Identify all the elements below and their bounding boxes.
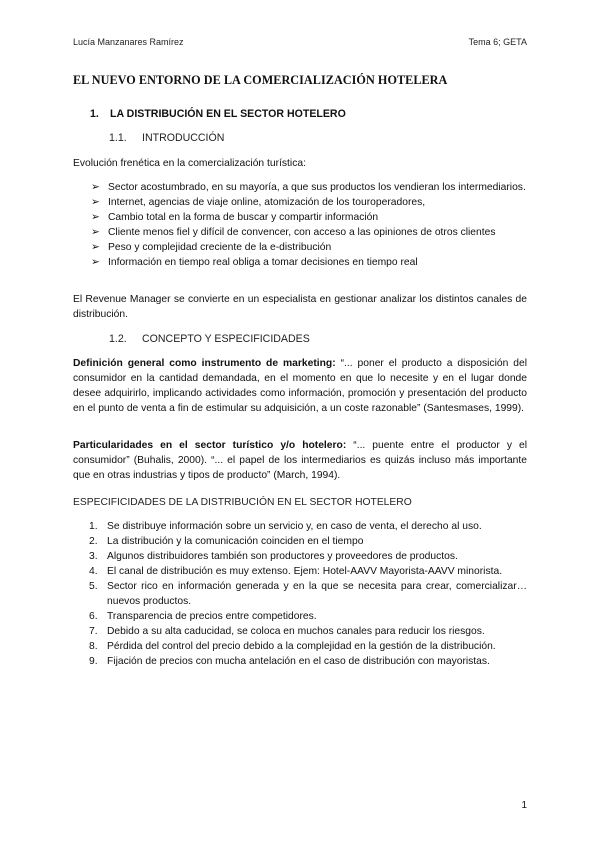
list-item: 7. Debido a su alta caducidad, se coloca en muchos canales para reducir los riesgos.: [89, 626, 485, 637]
arrow-bullet-icon: ➢: [91, 197, 100, 208]
list-item: 9. Fijación de precios con mucha antelación en el caso de distribución con mayoristas.: [89, 656, 490, 667]
list-item: 2. La distribución y la comunicación coinciden en el tiempo: [89, 536, 364, 547]
list-item: ➢ Cliente menos fiel y difícil de convencer, con acceso a las opiniones de otros clientes: [91, 227, 496, 238]
particularities-label: Particularidades en el sector turístico y/o hotelero:: [73, 440, 347, 451]
list-item: ➢ Información en tiempo real obliga a tomar decisiones en tiempo real: [91, 257, 418, 268]
arrow-bullet-icon: ➢: [91, 227, 100, 238]
header-author: Lucía Manzanares Ramírez: [73, 37, 184, 47]
particularities-paragraph: [73, 438, 527, 483]
definition-label: Definición general como instrumento de marketing:: [73, 358, 336, 369]
subsection-heading-intro: [109, 132, 224, 144]
list-item: 5. Sector rico en información generada y en la que se necesita para crear, comercializar…nuevos productos.: [89, 581, 527, 607]
list-item: 3. Algunos distribuidores también son productores y proveedores de productos.: [89, 551, 458, 562]
list-item: ➢ Peso y complejidad creciente de la e-distribución: [91, 242, 332, 253]
definition-text: “... poner el producto a disposición del consumidor en la cantidad demandada, en el momento en que lo necesite y en el lugar donde desee adquirirlo, implicando actividades como información, promoción y presentación del producto en el punto de venta a fin de estimular su adquisición, a un coste razonable” (Santesmases, 1999).: [73, 358, 527, 414]
specificities-heading: ESPECIFICIDADES DE LA DISTRIBUCIÓN EN EL SECTOR HOTELERO: [73, 497, 412, 508]
intro-paragraph: Evolución frenética en la comercialización turística:: [73, 158, 306, 169]
arrow-bullet-icon: ➢: [91, 212, 100, 223]
subsection-number: 1.2.: [109, 333, 127, 345]
arrow-bullet-icon: ➢: [91, 242, 100, 253]
page-number: 1: [521, 800, 527, 811]
list-item: 4. El canal de distribución es muy extenso. Ejem: Hotel-AAVV Mayorista-AAVV minorista.: [89, 566, 503, 577]
subsection-heading-concept: [109, 333, 310, 345]
header-topic: Tema 6; GETA: [468, 37, 527, 47]
specificities-list: [89, 519, 527, 669]
section-title: LA DISTRIBUCIÓN EN EL SECTOR HOTELERO: [110, 108, 346, 120]
list-item: ➢ Internet, agencias de viaje online, atomización de los touroperadores,: [91, 197, 426, 208]
revenue-paragraph: El Revenue Manager se convierte en un especialista en gestionar analizar los distintos canales de distribución.: [73, 294, 527, 320]
list-item: 1. Se distribuye información sobre un servicio y, en caso de venta, el derecho al uso.: [89, 521, 482, 532]
list-item: 6. Transparencia de precios entre competidores.: [89, 611, 317, 622]
section-number: 1.: [90, 108, 99, 120]
arrow-bullet-icon: ➢: [91, 182, 100, 193]
section-heading: [90, 108, 346, 120]
list-item: 8. Pérdida del control del precio debido a la complejidad en la gestión de la distribución.: [89, 641, 496, 652]
subsection-number: 1.1.: [109, 132, 127, 144]
document-title: EL NUEVO ENTORNO DE LA COMERCIALIZACIÓN HOTELERA: [73, 73, 448, 87]
subsection-title: INTRODUCCIÓN: [142, 132, 225, 144]
list-item: ➢ Sector acostumbrado, en su mayoría, a que sus productos los vendieran los intermediarios.: [91, 182, 526, 193]
subsection-title: CONCEPTO Y ESPECIFICIDADES: [142, 333, 310, 345]
arrow-bullet-icon: ➢: [91, 257, 100, 268]
particularities-text: “... puente entre el productor y el consumidor” (Buhalis, 2000). “... el papel de los intermediarios es quizás incluso más importante que en otras industrias y tipos de producto” (March, 1994).: [73, 440, 528, 481]
definition-paragraph: [73, 356, 527, 416]
list-item: ➢ Cambio total en la forma de buscar y compartir información: [91, 212, 379, 223]
bullet-list: [91, 180, 527, 270]
